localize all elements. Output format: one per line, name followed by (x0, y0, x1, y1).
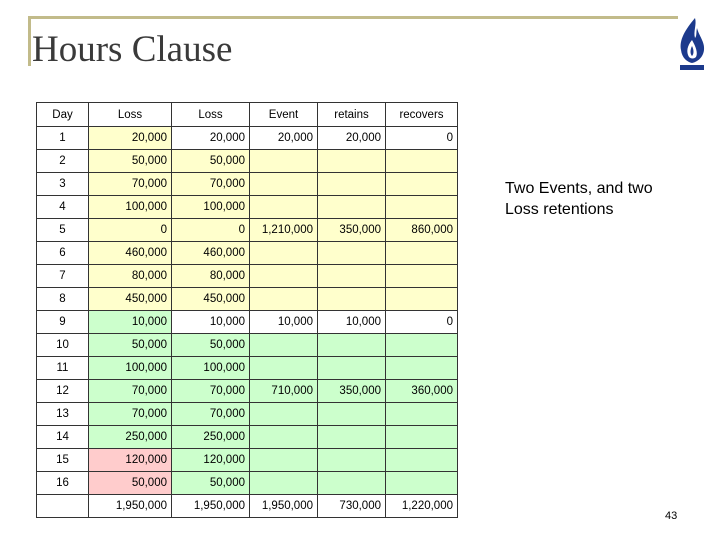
day-cell: 2 (37, 150, 89, 173)
table-row (37, 472, 458, 495)
loss-cell: 10,000 (89, 311, 172, 334)
day-cell: 4 (37, 196, 89, 219)
table-row (37, 173, 458, 196)
header-loss-2: Loss (172, 103, 250, 127)
retains-cell: 350,000 (318, 219, 386, 242)
loss-cell-2: 250,000 (172, 426, 250, 449)
day-cell: 12 (37, 380, 89, 403)
loss-cell: 80,000 (89, 265, 172, 288)
table-row (37, 265, 458, 288)
retains-cell (318, 426, 386, 449)
total-loss: 1,950,000 (89, 495, 172, 518)
loss-cell-2: 80,000 (172, 265, 250, 288)
event-cell: 1,210,000 (250, 219, 318, 242)
event-cell (250, 357, 318, 380)
recovers-cell (386, 196, 458, 219)
retains-cell (318, 173, 386, 196)
table-row (37, 449, 458, 472)
retains-cell (318, 449, 386, 472)
loss-cell-2: 100,000 (172, 357, 250, 380)
slide-title: Hours Clause (32, 29, 233, 70)
event-cell (250, 472, 318, 495)
retains-cell (318, 150, 386, 173)
totals-row (37, 495, 458, 518)
event-cell (250, 449, 318, 472)
table-row (37, 150, 458, 173)
day-cell: 1 (37, 127, 89, 150)
day-cell: 14 (37, 426, 89, 449)
table-row (37, 380, 458, 403)
loss-cell: 250,000 (89, 426, 172, 449)
loss-cell-2: 120,000 (172, 449, 250, 472)
left-rule (28, 16, 31, 66)
recovers-cell: 860,000 (386, 219, 458, 242)
table-row (37, 357, 458, 380)
loss-cell-2: 70,000 (172, 403, 250, 426)
day-cell: 7 (37, 265, 89, 288)
retains-cell: 10,000 (318, 311, 386, 334)
header-retains: retains (318, 103, 386, 127)
table-row (37, 242, 458, 265)
loss-cell-2: 20,000 (172, 127, 250, 150)
recovers-cell (386, 265, 458, 288)
retains-cell (318, 357, 386, 380)
loss-cell-2: 10,000 (172, 311, 250, 334)
total-loss-2: 1,950,000 (172, 495, 250, 518)
loss-cell: 120,000 (89, 449, 172, 472)
event-cell (250, 173, 318, 196)
table-row (37, 127, 458, 150)
retains-cell: 20,000 (318, 127, 386, 150)
recovers-cell: 0 (386, 127, 458, 150)
recovers-cell (386, 426, 458, 449)
table-row (37, 426, 458, 449)
day-cell: 16 (37, 472, 89, 495)
event-cell (250, 265, 318, 288)
header-row (37, 103, 458, 127)
day-cell: 6 (37, 242, 89, 265)
event-cell (250, 334, 318, 357)
recovers-cell (386, 403, 458, 426)
retains-cell (318, 403, 386, 426)
recovers-cell (386, 449, 458, 472)
loss-cell-2: 50,000 (172, 150, 250, 173)
note-line-1: Two Events, and two (505, 180, 653, 197)
day-cell: 3 (37, 173, 89, 196)
recovers-cell (386, 334, 458, 357)
table-row (37, 334, 458, 357)
totals-day-cell (37, 495, 89, 518)
loss-cell-2: 0 (172, 219, 250, 242)
loss-cell: 70,000 (89, 173, 172, 196)
loss-cell-2: 50,000 (172, 472, 250, 495)
total-recovers: 1,220,000 (386, 495, 458, 518)
retains-cell (318, 334, 386, 357)
recovers-cell (386, 173, 458, 196)
total-retains: 730,000 (318, 495, 386, 518)
event-cell (250, 242, 318, 265)
top-rule (28, 16, 678, 19)
table-row (37, 403, 458, 426)
side-note (505, 178, 653, 220)
recovers-cell: 360,000 (386, 380, 458, 403)
event-cell (250, 196, 318, 219)
retains-cell (318, 196, 386, 219)
loss-cell-2: 460,000 (172, 242, 250, 265)
day-cell: 10 (37, 334, 89, 357)
day-cell: 8 (37, 288, 89, 311)
table-row (37, 288, 458, 311)
loss-cell-2: 70,000 (172, 380, 250, 403)
loss-cell: 20,000 (89, 127, 172, 150)
day-cell: 9 (37, 311, 89, 334)
day-cell: 15 (37, 449, 89, 472)
event-cell: 710,000 (250, 380, 318, 403)
day-cell: 11 (37, 357, 89, 380)
recovers-cell (386, 357, 458, 380)
loss-cell: 0 (89, 219, 172, 242)
event-cell (250, 426, 318, 449)
table-row (37, 311, 458, 334)
loss-cell: 70,000 (89, 380, 172, 403)
recovers-cell (386, 472, 458, 495)
total-event: 1,950,000 (250, 495, 318, 518)
day-cell: 13 (37, 403, 89, 426)
event-cell (250, 150, 318, 173)
flame-logo-icon (675, 16, 709, 72)
recovers-cell (386, 242, 458, 265)
event-cell: 20,000 (250, 127, 318, 150)
retains-cell (318, 472, 386, 495)
note-line-2: Loss retentions (505, 201, 614, 218)
loss-cell: 100,000 (89, 196, 172, 219)
loss-cell-2: 70,000 (172, 173, 250, 196)
loss-cell: 50,000 (89, 150, 172, 173)
loss-cell-2: 450,000 (172, 288, 250, 311)
header-recovers: recovers (386, 103, 458, 127)
recovers-cell (386, 288, 458, 311)
retains-cell (318, 288, 386, 311)
loss-table (36, 102, 458, 518)
loss-cell-2: 50,000 (172, 334, 250, 357)
event-cell: 10,000 (250, 311, 318, 334)
recovers-cell: 0 (386, 311, 458, 334)
event-cell (250, 403, 318, 426)
retains-cell: 350,000 (318, 380, 386, 403)
header-event: Event (250, 103, 318, 127)
table-row (37, 196, 458, 219)
header-loss: Loss (89, 103, 172, 127)
day-cell: 5 (37, 219, 89, 242)
loss-cell: 460,000 (89, 242, 172, 265)
recovers-cell (386, 150, 458, 173)
loss-cell: 100,000 (89, 357, 172, 380)
loss-cell: 50,000 (89, 472, 172, 495)
loss-cell-2: 100,000 (172, 196, 250, 219)
page-number: 43 (665, 510, 678, 522)
loss-cell: 50,000 (89, 334, 172, 357)
loss-cell: 450,000 (89, 288, 172, 311)
table-row (37, 219, 458, 242)
event-cell (250, 288, 318, 311)
retains-cell (318, 242, 386, 265)
retains-cell (318, 265, 386, 288)
header-day: Day (37, 103, 89, 127)
loss-cell: 70,000 (89, 403, 172, 426)
